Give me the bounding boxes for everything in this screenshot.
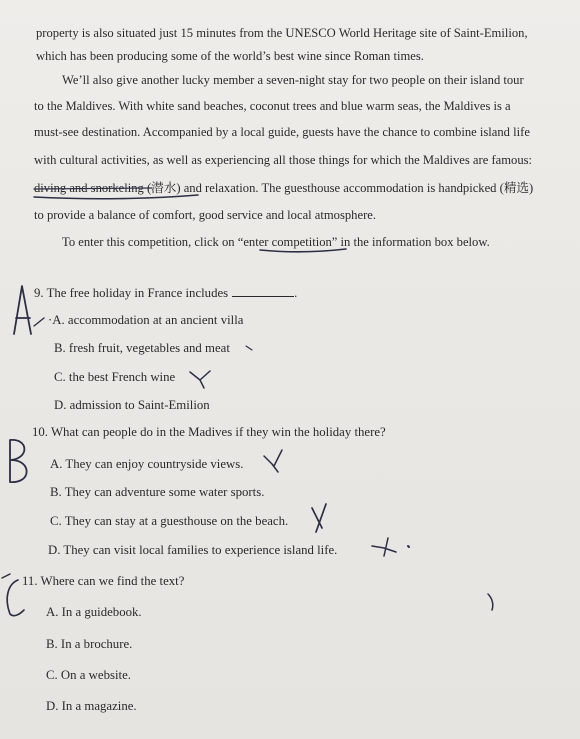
option: ·A. accommodation at an ancient villa: [48, 313, 244, 327]
pen-strike-diving: [34, 188, 152, 189]
passage-line: must-see destination. Accompanied by a local guide, guests have the chance to combine island life: [34, 125, 530, 139]
pen-mark-9c: [190, 371, 210, 388]
pen-dot: [408, 546, 409, 547]
option: B. They can adventure some water sports.: [50, 485, 265, 499]
passage-line: diving and snorkeling (潜水) and relaxation. The guesthouse accommodation is handpicked (精选): [34, 181, 534, 195]
pen-underline-diving: [34, 195, 198, 199]
option: D. In a magazine.: [46, 699, 137, 713]
pen-tick: [34, 318, 44, 326]
pen-mark-10d: [372, 538, 396, 556]
passage-line: property is also situated just 15 minutes from the UNESCO World Heritage site of Saint-Emilion,: [36, 26, 528, 40]
option: C. On a website.: [46, 668, 131, 682]
passage-line: to the Maldives. With white sand beaches, coconut trees and blue warm seas, the Maldives is a: [34, 99, 511, 113]
question-stem: 9. The free holiday in France includes .: [34, 286, 298, 300]
option: A. In a guidebook.: [46, 605, 142, 619]
question-stem: 10. What can people do in the Madives if they win the holiday there?: [32, 425, 386, 439]
option: C. They can stay at a guesthouse on the beach.: [50, 514, 289, 528]
pen-mark-9b: [246, 346, 252, 350]
passage-line: which has been producing some of the world’s best wine since Roman times.: [36, 49, 424, 63]
passage-line: to provide a balance of comfort, good service and local atmosphere.: [34, 208, 376, 222]
question-stem-text: 9. The free holiday in France includes: [34, 286, 229, 300]
option: A. They can enjoy countryside views.: [50, 457, 244, 471]
question-stem: 11. Where can we find the text?: [22, 574, 185, 588]
pen-mark-11: [488, 594, 493, 610]
pen-letter-b: [10, 440, 27, 482]
passage-line: To enter this competition, click on “enter competition” in the information box below.: [62, 235, 490, 249]
passage-line: We’ll also give another lucky member a seven-night stay for two people on their island tour: [62, 73, 524, 87]
pen-letter-a: [14, 286, 31, 334]
option: B. fresh fruit, vegetables and meat: [54, 341, 230, 355]
option: C. the best French wine: [54, 370, 176, 384]
pen-mark-10a: [264, 450, 282, 472]
pen-underline-enter: [260, 249, 346, 252]
passage-line: with cultural activities, as well as experiencing all those things for which the Maldives are famous:: [34, 153, 533, 167]
option: B. In a brochure.: [46, 637, 133, 651]
option: D. admission to Saint-Emilion: [54, 398, 210, 412]
option: D. They can visit local families to experience island life.: [48, 543, 338, 557]
pen-letter-c: [7, 580, 24, 616]
pen-cross-10c: [312, 504, 326, 532]
pen-dash: [2, 574, 10, 578]
